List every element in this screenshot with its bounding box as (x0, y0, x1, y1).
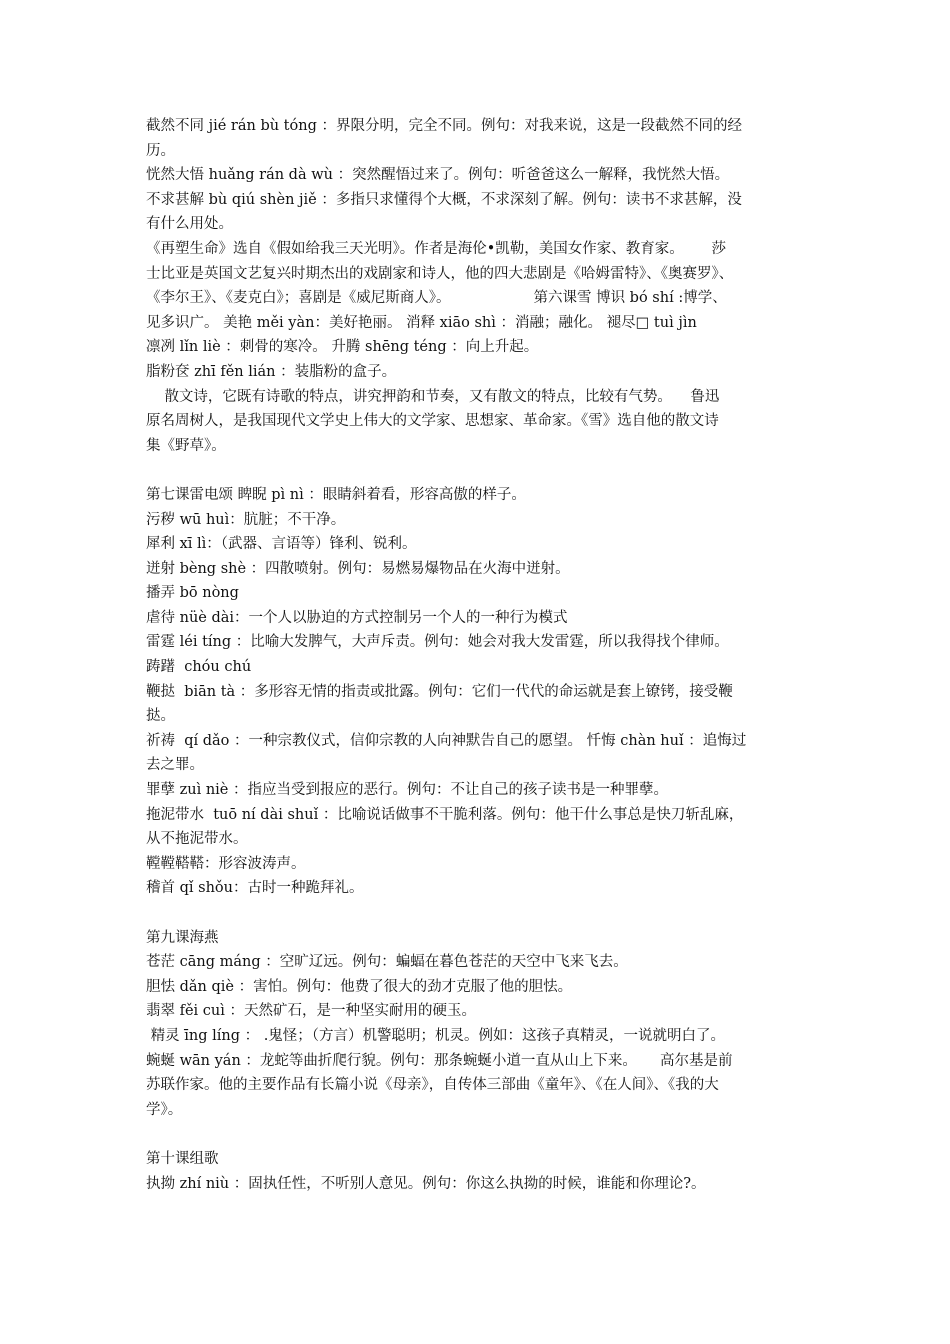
text-line: 凛冽 lǐn liè ：刺骨的寒冷。 升腾 shēng téng ：向上升起。 (146, 339, 539, 356)
text-line: 学》。 (146, 1101, 183, 1118)
text-line: 胆怯 dǎn qiè ：害怕。例句：他费了很大的劲才克服了他的胆怯。 (146, 978, 573, 995)
text-line: 有什么用处。 (146, 216, 233, 233)
text-line: 士比亚是英国文艺复兴时期杰出的戏剧家和诗人，他的四大悲剧是《哈姆雷特》、《奥赛罗》、 (146, 265, 734, 282)
text-line: 挞。 (146, 708, 175, 725)
text-line: 执拗 zhí niù ：固执任性，不听别人意见。例句：你这么执拗的时候，谁能和你理论?。 (146, 1175, 706, 1192)
text-line: 罪孽 zuì niè ：指应当受到报应的恶行。例句：不让自己的孩子读书是一种罪孽。 (146, 782, 668, 799)
text-line: 不求甚解 bù qiú shèn jiě ：多指只求懂得个大概，不求深刻了解。例句：读书不求甚解，没 (146, 191, 742, 208)
text-line: 原名周树人，是我国现代文学史上伟大的文学家、思想家、革命家。《雪》选自他的散文诗 (146, 413, 719, 430)
text-line: 雷霆 léi tíng ：比喻大发脾气，大声斥责。例句：她会对我大发雷霆，所以我得找个律师。 (146, 634, 729, 651)
text-line: 苏联作家。他的主要作品有长篇小说《母亲》，自传体三部曲《童年》、《在人间》、《我的大 (146, 1077, 719, 1094)
text-line: 苍茫 cāng máng ：空旷辽远。例句：蝙蝠在暮色苍茫的天空中飞来飞去。 (146, 954, 628, 971)
text-line: 污秽 wū huì：肮脏；不干净。 (146, 511, 346, 528)
text-line: 迸射 bèng shè ：四散喷射。例句：易燃易爆物品在火海中迸射。 (146, 560, 570, 577)
text-line: 稽首 qǐ shǒu：古时一种跪拜礼。 (146, 880, 364, 897)
text-line: 踌躇 chóu chú (146, 659, 252, 676)
document-body (146, 114, 810, 1196)
text-line: 散文诗，它既有诗歌的特点，讲究押韵和节奏，又有散文的特点，比较有气势。 鲁迅 (146, 388, 720, 405)
text-line: 拖泥带水 tuō ní dài shuǐ ：比喻说话做事不干脆利落。例句：他干什么事总是快刀斩乱麻， (146, 806, 744, 823)
blank-line (146, 458, 810, 483)
text-line: 恍然大悟 huǎng rán dà wù ：突然醒悟过来了。例句：听爸爸这么一解释，我恍然大悟。 (146, 167, 730, 184)
text-line: 《再塑生命》选自《假如给我三天光明》。作者是海伦•凯勒，美国女作家、教育家。 莎 (146, 240, 726, 257)
text-line: 集《野草》。 (146, 437, 226, 454)
text-line: 从不拖泥带水。 (146, 831, 248, 848)
text-line: 第九课海燕 (146, 929, 219, 946)
text-line: 精灵 īng líng ： .鬼怪；（方言）机警聪明；机灵。例如：这孩子真精灵，一说就明白了。 (146, 1027, 726, 1044)
text-line: 播弄 bō nòng (146, 585, 239, 602)
text-line: 见多识广。 美艳 měi yàn：美好艳丽。 消释 xiāo shì ：消融；融化。 褪尽□ tuì jìn (146, 314, 697, 331)
text-line: 去之罪。 (146, 757, 204, 774)
blank-line (146, 1122, 810, 1147)
text-line: 第七课雷电颂 睥睨 pì nì ：眼睛斜着看，形容高傲的样子。 (146, 486, 526, 503)
text-line: 祈祷 qí dǎo ：一种宗教仪式，信仰宗教的人向神默告自己的愿望。 忏悔 chàn huǐ ：追悔过 (146, 732, 747, 749)
text-line: 翡翠 fěi cuì ：天然矿石，是一种坚实耐用的硬玉。 (146, 1003, 477, 1020)
text-line: 虐待 nüè dài：一个人以胁迫的方式控制另一个人的一种行为模式 (146, 609, 568, 626)
text-line: 蜿蜒 wān yán ：龙蛇等曲折爬行貌。例句：那条蜿蜒小道一直从山上下来。 高尔基是前 (146, 1052, 733, 1069)
text-line: 《李尔王》、《麦克白》；喜剧是《威尼斯商人》。 第六课雪 博识 bó shí :博学、 (146, 290, 727, 307)
text-line: 鞺鞺鞳鞳：形容波涛声。 (146, 855, 306, 872)
text-line: 脂粉奁 zhī fěn lián ：装脂粉的盒子。 (146, 363, 397, 380)
blank-line (146, 901, 810, 926)
text-line: 截然不同 jié rán bù tóng ：界限分明，完全不同。例句：对我来说，这是一段截然不同的经 (146, 118, 742, 134)
text-line: 第十课组歌 (146, 1150, 219, 1167)
text-line: 犀利 xī lì：（武器、言语等）锋利、锐利。 (146, 536, 417, 553)
text-line: 历。 (146, 142, 175, 159)
text-line: 鞭挞 biān tà ：多形容无情的指责或批露。例句：它们一代代的命运就是套上镣铐，接受鞭 (146, 683, 733, 700)
